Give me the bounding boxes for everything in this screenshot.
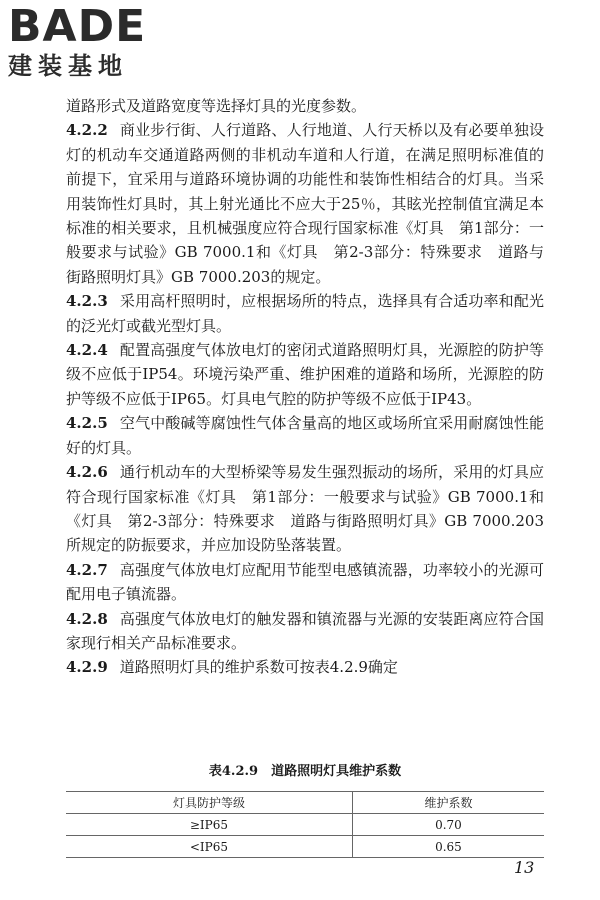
clause-text: 高强度气体放电灯的触发器和镇流器与光源的安装距离应符合国家现行相关产品标准要求。 bbox=[66, 609, 544, 652]
table-cell: 0.70 bbox=[352, 814, 544, 836]
clause-4-2-8 bbox=[66, 607, 544, 656]
clause-text: 空气中酸碱等腐蚀性气体含量高的地区或场所宜采用耐腐蚀性能好的灯具。 bbox=[66, 414, 544, 457]
clause-4-2-3 bbox=[66, 289, 544, 338]
table-cell: ≥IP65 bbox=[66, 814, 352, 836]
clause-4-2-5 bbox=[66, 411, 544, 460]
page-number: 13 bbox=[514, 858, 535, 877]
clause-number: 4.2.9 bbox=[66, 658, 108, 677]
column-header: 维护系数 bbox=[352, 792, 544, 814]
clause-text: 配置高强度气体放电灯的密闭式道路照明灯具，光源腔的防护等级不应低于IP54。环境污染严重、维护困难的道路和场所，光源腔的防护等级不应低于IP65。灯具电气腔的防护等级不应低于IP43。 bbox=[66, 341, 544, 408]
logo-subtitle: 建装基地 bbox=[8, 52, 128, 80]
maintenance-factor-table bbox=[66, 791, 544, 858]
clause-number: 4.2.7 bbox=[66, 560, 108, 579]
table-cell: <IP65 bbox=[66, 836, 352, 858]
document-body bbox=[66, 94, 544, 680]
clause-text: 道路照明灯具的维护系数可按表4.2.9确定 bbox=[119, 658, 398, 677]
clause-4-2-9 bbox=[66, 655, 544, 679]
clause-number: 4.2.2 bbox=[66, 121, 108, 140]
maintenance-table-section bbox=[66, 760, 544, 858]
clause-number: 4.2.6 bbox=[66, 463, 108, 482]
table-cell: 0.65 bbox=[352, 836, 544, 858]
table-header-row bbox=[66, 792, 544, 814]
clause-text: 采用高杆照明时，应根据场所的特点，选择具有合适功率和配光的泛光灯或截光型灯具。 bbox=[66, 292, 544, 335]
clause-text: 高强度气体放电灯应配用节能型电感镇流器，功率较小的光源可配用电子镇流器。 bbox=[66, 560, 544, 604]
bade-logo bbox=[8, 1, 178, 80]
clause-4-2-2 bbox=[66, 118, 544, 289]
clause-4-2-7 bbox=[66, 558, 544, 607]
clause-text: 商业步行街、人行道路、人行地道、人行天桥以及有必要单独设灯的机动车交通道路两侧的非机动车道和人行道，在满足照明标准值的前提下，宜采用与道路环境协调的功能性和装饰性相结合的灯具。当采用装饰性灯具时，其上射光通比不应大于25％，其眩光控制值宜满足本标准的相关要求，且机械强度应符合现行国家标准《灯具 第1部分：一般要求与试验》GB 7000.1和《灯具 第2-3部分：特殊要求 道路与街路照明灯具》GB 7000.203的规定。 bbox=[66, 121, 544, 286]
table-row bbox=[66, 836, 544, 858]
clause-number: 4.2.5 bbox=[66, 414, 108, 433]
clause-4-2-6 bbox=[66, 460, 544, 558]
clause-number: 4.2.4 bbox=[66, 341, 108, 360]
clause-number: 4.2.3 bbox=[66, 292, 108, 311]
clause-number: 4.2.8 bbox=[66, 609, 108, 628]
clause-text: 通行机动车的大型桥梁等易发生强烈振动的场所，采用的灯具应符合现行国家标准《灯具 第1部分：一般要求与试验》GB 7000.1和《灯具 第2-3部分：特殊要求 道路与街路照明灯具》GB 7000.203所规定的防振要求，并应加设防坠落装置。 bbox=[66, 463, 544, 555]
table-row bbox=[66, 814, 544, 836]
table-title: 表4.2.9 道路照明灯具维护系数 bbox=[208, 764, 402, 779]
column-header: 灯具防护等级 bbox=[66, 792, 352, 814]
intro-paragraph: 道路形式及道路宽度等选择灯具的光度参数。 bbox=[66, 97, 367, 115]
logo-wordmark: BADE bbox=[8, 1, 147, 52]
clause-4-2-4 bbox=[66, 338, 544, 411]
